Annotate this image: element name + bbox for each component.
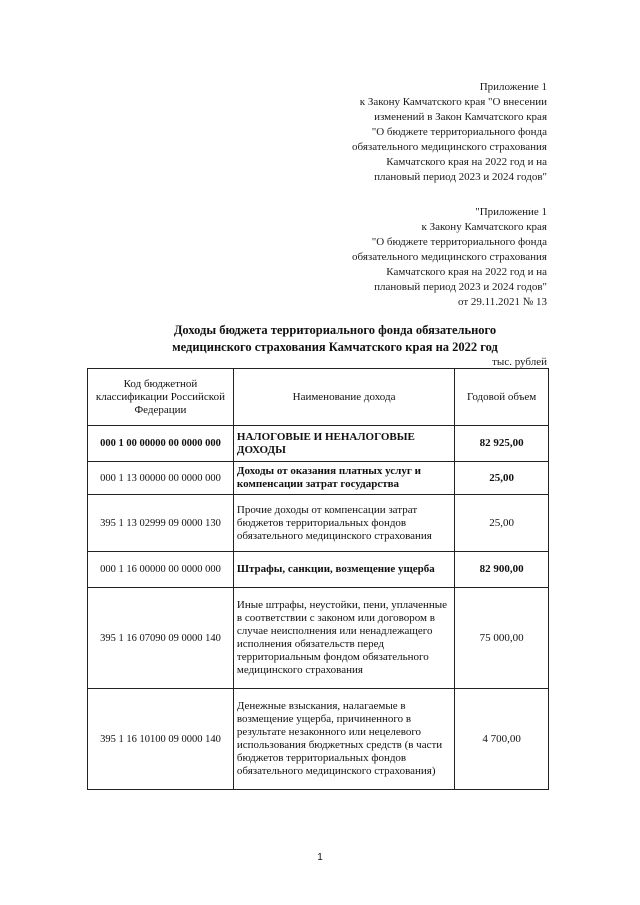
row-code: 395 1 16 07090 09 0000 140 (88, 588, 234, 689)
table-row (88, 588, 549, 689)
page-number: 1 (317, 852, 323, 863)
document-title (100, 322, 570, 356)
row-code: 000 1 00 00000 00 0000 000 (88, 426, 234, 462)
header-name: Наименование дохода (233, 369, 454, 426)
appendix-line: "О бюджете территориального фонда (371, 126, 547, 138)
title-line-2: медицинского страхования Камчатского края на 2022 год (172, 340, 498, 354)
row-amount: 25,00 (455, 462, 549, 495)
appendix-line: "Приложение 1 (475, 206, 547, 218)
income-table (87, 368, 549, 790)
row-amount: 4 700,00 (455, 689, 549, 790)
header-code: Код бюджетной классификации Российской Федерации (88, 369, 234, 426)
table-row (88, 426, 549, 462)
appendix-line: Приложение 1 (479, 81, 547, 93)
appendix-original-header (352, 205, 547, 310)
row-code: 395 1 16 10100 09 0000 140 (88, 689, 234, 790)
row-amount: 82 925,00 (455, 426, 549, 462)
row-amount: 25,00 (455, 495, 549, 552)
appendix-line: к Закону Камчатского края "О внесении (359, 96, 547, 108)
row-amount: 75 000,00 (455, 588, 549, 689)
appendix-line: "О бюджете территориального фонда (371, 236, 547, 248)
appendix-current-header (352, 80, 547, 185)
table-row (88, 689, 549, 790)
appendix-line: к Закону Камчатского края (421, 221, 547, 233)
appendix-line: Камчатского края на 2022 год и на (386, 156, 547, 168)
row-code: 395 1 13 02999 09 0000 130 (88, 495, 234, 552)
appendix-line: плановый период 2023 и 2024 годов" (374, 281, 547, 293)
appendix-line: изменений в Закон Камчатского края (374, 111, 547, 123)
row-name: Доходы от оказания платных услуг и компенсации затрат государства (233, 462, 454, 495)
table-row (88, 462, 549, 495)
title-line-1: Доходы бюджета территориального фонда обязательного (173, 323, 497, 337)
appendix-line: Камчатского края на 2022 год и на (386, 266, 547, 278)
table-header-row (88, 369, 549, 426)
row-code: 000 1 13 00000 00 0000 000 (88, 462, 234, 495)
table-row (88, 495, 549, 552)
row-amount: 82 900,00 (455, 552, 549, 588)
appendix-line: обязательного медицинского страхования (352, 141, 547, 153)
row-name: Штрафы, санкции, возмещение ущерба (233, 552, 454, 588)
appendix-line: обязательного медицинского страхования (352, 251, 547, 263)
appendix-line: от 29.11.2021 № 13 (458, 296, 547, 308)
table-row (88, 552, 549, 588)
row-code: 000 1 16 00000 00 0000 000 (88, 552, 234, 588)
units-label: тыс. рублей (492, 356, 547, 368)
row-name: НАЛОГОВЫЕ И НЕНАЛОГОВЫЕ ДОХОДЫ (233, 426, 454, 462)
row-name: Прочие доходы от компенсации затрат бюджетов территориальных фондов обязательного медицинского страхования (233, 495, 454, 552)
header-amount: Годовой объем (455, 369, 549, 426)
appendix-line: плановый период 2023 и 2024 годов" (374, 171, 547, 183)
row-name: Иные штрафы, неустойки, пени, уплаченные в соответствии с законом или договором в случае неисполнения или ненадлежащего исполнения обязательств перед территориальным фондом обязательного медицинского страхования (233, 588, 454, 689)
row-name: Денежные взыскания, налагаемые в возмещение ущерба, причиненного в результате незаконного или нецелевого использования бюджетных средств (в части бюджетов территориальных фондов обязательного медицинского страхования) (233, 689, 454, 790)
